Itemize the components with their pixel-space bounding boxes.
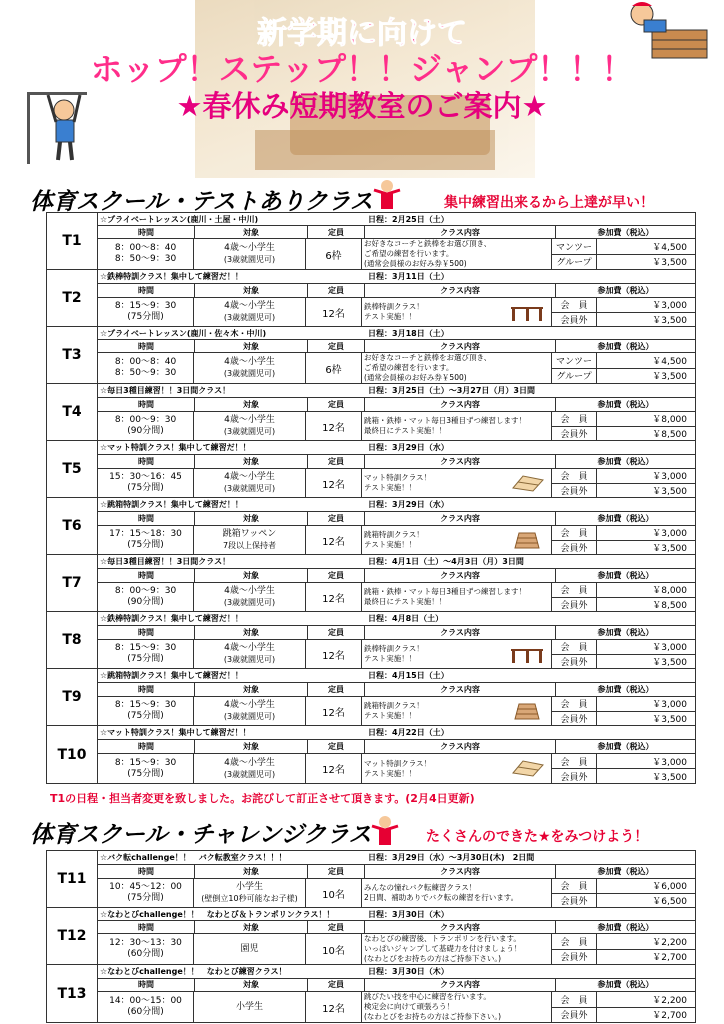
class-code: T7: [47, 555, 98, 611]
fee-label: マンツー: [552, 239, 597, 254]
class-note: ☆なわとびchallenge！！ なわとび練習クラス！: [100, 966, 287, 976]
class-date: 日程：3月30日（木）: [368, 966, 449, 976]
header-target: 対象: [195, 979, 308, 992]
header-capacity: 定員: [308, 226, 365, 238]
header-capacity: 定員: [308, 398, 365, 411]
header-time: 時間: [98, 626, 195, 639]
update-notice: T1の日程・担当者変更を致しました。お詫びして訂正させて頂きます。(2月4日更新): [50, 792, 475, 805]
class-time: 8：15～9：30 (75分間): [98, 754, 194, 783]
class-content: 跳箱・鉄棒・マット毎日3種目ずつ練習します！ 最終日にテスト実施！！: [362, 412, 552, 440]
header-time: 時間: [98, 979, 195, 992]
header-time: 時間: [98, 398, 195, 411]
class-time: 12：30～13：30 (60分間): [98, 934, 194, 964]
fee-label: 会 員: [552, 992, 597, 1007]
header-target: 対象: [195, 569, 308, 582]
header-fee: 参加費（税込）: [597, 457, 654, 466]
class-code: T2: [47, 270, 98, 326]
fee-value: ￥6,000: [652, 882, 687, 893]
header-fee: 参加費（税込）: [597, 980, 654, 990]
fee-label: 会 員: [552, 697, 597, 711]
fee-label: 会員外: [552, 484, 597, 498]
fee-value: ￥3,000: [652, 301, 687, 312]
header-content: クラス内容: [365, 455, 556, 468]
fee-label: 会員外: [552, 427, 597, 441]
fee-label: 会 員: [552, 526, 597, 540]
class-fee: [552, 640, 695, 668]
class-code: T6: [47, 498, 98, 554]
class-note: ☆プライベートレッスン(鹿川・佐々木・中川): [100, 328, 267, 338]
header-fee: 参加費（税込）: [597, 628, 654, 637]
header-fee: 参加費（税込）: [597, 400, 654, 409]
fee-value: ￥4,500: [652, 356, 687, 367]
test-class-table: [46, 212, 696, 784]
kid-vaulting-box-illustration: [612, 0, 712, 60]
class-time: 8：00～9：30 (90分間): [98, 412, 194, 440]
header-capacity: 定員: [308, 921, 365, 933]
fee-label: 会 員: [552, 754, 597, 768]
header-capacity: 定員: [308, 740, 365, 753]
class-capacity: 12名: [306, 298, 362, 326]
class-row: [47, 965, 695, 1022]
class-target: 小学生 (壁倒立10秒可能なお子様): [194, 879, 306, 907]
fee-value: ￥8,000: [652, 415, 687, 426]
class-date: 日程：4月22日（土）: [368, 728, 449, 737]
class-target: 跳箱ワッペン 7段以上保持者: [194, 526, 306, 554]
header-target: 対象: [195, 455, 308, 468]
class-code: T11: [47, 851, 98, 907]
class-row: [47, 669, 695, 726]
class-capacity: 12名: [306, 412, 362, 440]
header-fee: 参加費（税込）: [597, 571, 654, 580]
fee-value: ￥3,500: [652, 714, 687, 725]
header-target: 対象: [195, 398, 308, 411]
kid-hanging-bar-illustration: [22, 88, 112, 168]
class-note: ☆跳箱特訓クラス！集中して練習だ！！: [100, 671, 243, 680]
class-date: 日程：4月15日（土）: [368, 671, 449, 680]
fee-label: 会員外: [552, 950, 597, 965]
class-code: T4: [47, 384, 98, 440]
class-capacity: 10名: [306, 934, 362, 964]
class-fee: [552, 526, 695, 554]
header-time: 時間: [98, 569, 195, 582]
fee-value: ￥3,500: [652, 657, 687, 668]
class-target: 園児: [194, 934, 306, 964]
fee-value: ￥2,200: [652, 937, 687, 948]
fee-value: ￥3,500: [652, 543, 687, 554]
fee-value: ￥3,000: [652, 700, 687, 711]
class-row: [47, 213, 695, 270]
class-content: お好きなコーチと鉄棒をお選び頂き、 ご希望の練習を行います。 (通常会員様のお好み券￥500): [362, 353, 552, 383]
class-time: 10：45～12：00 (75分間): [98, 879, 194, 907]
header-time: 時間: [98, 865, 195, 878]
class-row: [47, 908, 695, 965]
class-note: ☆マット特訓クラス！集中して練習だ！！: [100, 443, 251, 452]
class-code: T10: [47, 726, 98, 783]
class-note: ☆毎日3種目練習！！3日間クラス！: [100, 557, 231, 566]
fee-label: 会 員: [552, 298, 597, 312]
header-content: クラス内容: [365, 512, 556, 525]
class-fee: [552, 697, 695, 725]
class-capacity: 10名: [306, 879, 362, 907]
header-content: クラス内容: [365, 569, 556, 582]
fee-label: グループ: [552, 255, 597, 270]
vaulting-box-icon: [509, 531, 545, 549]
class-code: T13: [47, 965, 98, 1022]
fee-label: 会員外: [552, 769, 597, 783]
class-content: 跳箱特訓クラス！ テスト実施！！: [362, 697, 552, 725]
class-target: 4歳～小学生 (3歳就園児可): [194, 298, 306, 326]
header-content: クラス内容: [365, 340, 556, 352]
page-header: [0, 0, 724, 178]
class-content: 鉄棒特訓クラス！ テスト実施！！: [362, 640, 552, 668]
header-time: 時間: [98, 226, 195, 238]
section-title-test-class: 体育スクール・テストありクラス: [30, 189, 373, 215]
class-time: 8：15～9：30 (75分間): [98, 640, 194, 668]
fee-value: ￥3,500: [652, 315, 687, 326]
class-capacity: 12名: [306, 469, 362, 497]
section-subtitle-challenge-class: たくさんのできた★をみつけよう！: [426, 829, 649, 845]
header-fee: 参加費（税込）: [597, 227, 654, 237]
fee-value: ￥4,500: [652, 242, 687, 253]
class-fee: [552, 992, 695, 1022]
fee-value: ￥3,500: [652, 486, 687, 497]
header-capacity: 定員: [308, 979, 365, 992]
class-note: ☆プライベートレッスン(鹿川・土屋・中川): [100, 214, 259, 224]
header-content: クラス内容: [365, 226, 556, 238]
fee-value: ￥3,000: [652, 643, 687, 654]
class-capacity: 12名: [306, 526, 362, 554]
header-fee: 参加費（税込）: [597, 341, 654, 351]
header-capacity: 定員: [308, 455, 365, 468]
header-line-1: 新学期に向けて: [257, 16, 467, 51]
class-target: 4歳～小学生 (3歳就園児可): [194, 754, 306, 783]
fee-value: ￥3,000: [652, 472, 687, 483]
class-fee: [552, 353, 695, 383]
class-fee: [552, 469, 695, 497]
header-fee: 参加費（税込）: [597, 286, 654, 295]
fee-label: 会 員: [552, 412, 597, 426]
class-note: ☆毎日3種目練習！！3日間クラス！: [100, 386, 231, 395]
vaulting-box-icon: [509, 702, 545, 720]
header-target: 対象: [195, 683, 308, 696]
class-capacity: 12名: [306, 583, 362, 611]
class-target: 4歳～小学生 (3歳就園児可): [194, 353, 306, 383]
fee-value: ￥6,500: [652, 896, 687, 907]
fee-value: ￥2,200: [652, 995, 687, 1006]
class-fee: [552, 879, 695, 907]
fee-label: グループ: [552, 369, 597, 384]
header-capacity: 定員: [308, 683, 365, 696]
class-date: 日程：3月25日（土）～3月27日（月）3日間: [368, 386, 535, 395]
class-date: 日程：3月18日（土）: [368, 328, 449, 338]
fee-label: 会員外: [552, 598, 597, 612]
class-content: なわとびの練習後、トランポリンを行います。 いっぱいジャンプして基礎力を付けましょう！ (なわとびをお持ちの方はご持参下さい。): [362, 934, 552, 964]
class-fee: [552, 239, 695, 269]
header-target: 対象: [195, 865, 308, 878]
class-code: T1: [47, 213, 98, 269]
class-note: ☆なわとびchallenge！！ なわとび＆トランポリンクラス！！: [100, 909, 335, 919]
class-target: 4歳～小学生 (3歳就園児可): [194, 469, 306, 497]
fee-label: 会員外: [552, 655, 597, 669]
header-fee: 参加費（税込）: [597, 514, 654, 523]
header-time: 時間: [98, 455, 195, 468]
header-time: 時間: [98, 512, 195, 525]
header-target: 対象: [195, 740, 308, 753]
class-target: 4歳～小学生 (3歳就園児可): [194, 239, 306, 269]
class-time: 8：00～8：40 8：50～9：30: [98, 239, 194, 269]
header-target: 対象: [195, 921, 308, 933]
class-row: [47, 555, 695, 612]
class-date: 日程：3月29日（水）: [368, 500, 449, 509]
header-content: クラス内容: [365, 284, 556, 297]
class-date: 日程：3月29日（水）～3月30日(木) 2日間: [368, 853, 535, 862]
header-capacity: 定員: [308, 865, 365, 878]
class-content: 鉄棒特訓クラス！ テスト実施！！: [362, 298, 552, 326]
fee-label: 会員外: [552, 894, 597, 908]
class-row: [47, 270, 695, 327]
header-target: 対象: [195, 226, 308, 238]
horizontal-bar-icon: [509, 645, 545, 663]
class-target: 4歳～小学生 (3歳就園児可): [194, 412, 306, 440]
fee-label: 会 員: [552, 934, 597, 949]
mat-icon: [509, 474, 545, 492]
class-code: T9: [47, 669, 98, 725]
class-capacity: 12名: [306, 640, 362, 668]
header-content: クラス内容: [365, 921, 556, 933]
header-time: 時間: [98, 284, 195, 297]
class-code: T8: [47, 612, 98, 668]
header-fee: 参加費（税込）: [597, 922, 654, 932]
class-row: [47, 384, 695, 441]
class-time: 17：15～18：30 (75分間): [98, 526, 194, 554]
class-capacity: 12名: [306, 754, 362, 783]
fee-label: 会 員: [552, 879, 597, 893]
class-note: ☆バク転challenge！！ バク転教室クラス！！！: [100, 853, 287, 862]
fee-label: 会員外: [552, 712, 597, 726]
class-row: [47, 726, 695, 783]
header-content: クラス内容: [365, 740, 556, 753]
header-content: クラス内容: [365, 683, 556, 696]
header-capacity: 定員: [308, 569, 365, 582]
fee-value: ￥8,500: [652, 429, 687, 440]
header-capacity: 定員: [308, 284, 365, 297]
class-fee: [552, 754, 695, 783]
class-time: 14：00～15：00 (60分間): [98, 992, 194, 1022]
class-capacity: 6枠: [306, 353, 362, 383]
class-code: T5: [47, 441, 98, 497]
fee-label: 会 員: [552, 469, 597, 483]
class-time: 15：30～16：45 (75分間): [98, 469, 194, 497]
class-fee: [552, 583, 695, 611]
fee-value: ￥8,000: [652, 586, 687, 597]
coach-icon: [370, 178, 404, 212]
class-target: 4歳～小学生 (3歳就園児可): [194, 697, 306, 725]
fee-value: ￥3,500: [652, 772, 687, 783]
header-content: クラス内容: [365, 865, 556, 878]
fee-value: ￥3,000: [652, 757, 687, 768]
header-content: クラス内容: [365, 398, 556, 411]
class-content: マット特訓クラス！ テスト実施！！: [362, 469, 552, 497]
fee-label: 会 員: [552, 583, 597, 597]
class-time: 8：00～8：40 8：50～9：30: [98, 353, 194, 383]
class-content: 跳びたい技を中心に練習を行います。 検定会に向けて頑張ろう！ (なわとびをお持ちの方はご持参下さい。): [362, 992, 552, 1022]
header-time: 時間: [98, 921, 195, 933]
class-target: 4歳～小学生 (3歳就園児可): [194, 640, 306, 668]
header-time: 時間: [98, 740, 195, 753]
header-fee: 参加費（税込）: [597, 685, 654, 694]
header-line-2: ホップ！ステップ！！ジャンプ！！！: [90, 50, 634, 88]
fee-value: ￥3,500: [652, 372, 687, 383]
class-content: マット特訓クラス！ テスト実施！！: [362, 754, 552, 783]
class-date: 日程：3月30日（木）: [368, 909, 449, 919]
header-capacity: 定員: [308, 626, 365, 639]
class-date: 日程：3月11日（土）: [368, 272, 449, 281]
header-capacity: 定員: [308, 512, 365, 525]
class-content: お好きなコーチと鉄棒をお選び頂き、 ご希望の練習を行います。 (通常会員様のお好み券￥500): [362, 239, 552, 269]
class-note: ☆マット特訓クラス！集中して練習だ！！: [100, 728, 251, 737]
class-time: 8：00～9：30 (90分間): [98, 583, 194, 611]
class-note: ☆跳箱特訓クラス！集中して練習だ！！: [100, 500, 243, 509]
header-content: クラス内容: [365, 626, 556, 639]
fee-value: ￥3,500: [652, 258, 687, 269]
header-content: クラス内容: [365, 979, 556, 992]
class-date: 日程：3月29日（水）: [368, 443, 449, 452]
challenge-class-table: [46, 850, 696, 1023]
class-capacity: 12名: [306, 992, 362, 1022]
fee-value: ￥3,000: [652, 529, 687, 540]
class-time: 8：15～9：30 (75分間): [98, 697, 194, 725]
horizontal-bar-icon: [509, 303, 545, 321]
header-target: 対象: [195, 626, 308, 639]
header-time: 時間: [98, 340, 195, 352]
header-fee: 参加費（税込）: [597, 742, 654, 751]
class-row: [47, 498, 695, 555]
fee-label: 会員外: [552, 1008, 597, 1023]
class-fee: [552, 412, 695, 440]
class-row: [47, 851, 695, 908]
class-fee: [552, 934, 695, 964]
header-target: 対象: [195, 512, 308, 525]
coach-icon: [368, 814, 402, 848]
class-code: T3: [47, 327, 98, 383]
header-line-3: ★春休み短期教室のご案内★: [176, 89, 548, 123]
class-capacity: 12名: [306, 697, 362, 725]
class-row: [47, 327, 695, 384]
fee-label: 会員外: [552, 541, 597, 555]
mat-icon: [509, 759, 545, 777]
section-subtitle-test-class: 集中練習出来るから上達が早い！: [444, 195, 654, 211]
fee-value: ￥2,700: [652, 953, 687, 964]
class-note: ☆鉄棒特訓クラス！集中して練習だ！！: [100, 272, 243, 281]
class-code: T12: [47, 908, 98, 964]
class-row: [47, 612, 695, 669]
class-date: 日程：2月25日（土）: [368, 214, 449, 224]
class-date: 日程：4月8日（土）: [368, 614, 444, 623]
fee-label: 会員外: [552, 313, 597, 327]
header-fee: 参加費（税込）: [597, 867, 654, 876]
class-content: みんなの憧れバク転練習クラス！ 2日間、補助ありでバク転の練習を行います。: [362, 879, 552, 907]
header-target: 対象: [195, 284, 308, 297]
class-time: 8：15～9：30 (75分間): [98, 298, 194, 326]
class-target: 4歳～小学生 (3歳就園児可): [194, 583, 306, 611]
header-capacity: 定員: [308, 340, 365, 352]
fee-label: マンツー: [552, 353, 597, 368]
header-time: 時間: [98, 683, 195, 696]
header-target: 対象: [195, 340, 308, 352]
class-capacity: 6枠: [306, 239, 362, 269]
class-content: 跳箱特訓クラス！ テスト実施！！: [362, 526, 552, 554]
section-title-challenge-class: 体育スクール・チャレンジクラス: [30, 822, 372, 848]
class-note: ☆鉄棒特訓クラス！集中して練習だ！！: [100, 614, 243, 623]
class-fee: [552, 298, 695, 326]
class-target: 小学生: [194, 992, 306, 1022]
class-content: 跳箱・鉄棒・マット毎日3種目ずつ練習します！ 最終日にテスト実施！！: [362, 583, 552, 611]
fee-value: ￥8,500: [652, 600, 687, 611]
class-date: 日程：4月1日（土）～4月3日（月）3日間: [368, 557, 524, 566]
fee-label: 会 員: [552, 640, 597, 654]
class-row: [47, 441, 695, 498]
fee-value: ￥2,700: [652, 1011, 687, 1022]
